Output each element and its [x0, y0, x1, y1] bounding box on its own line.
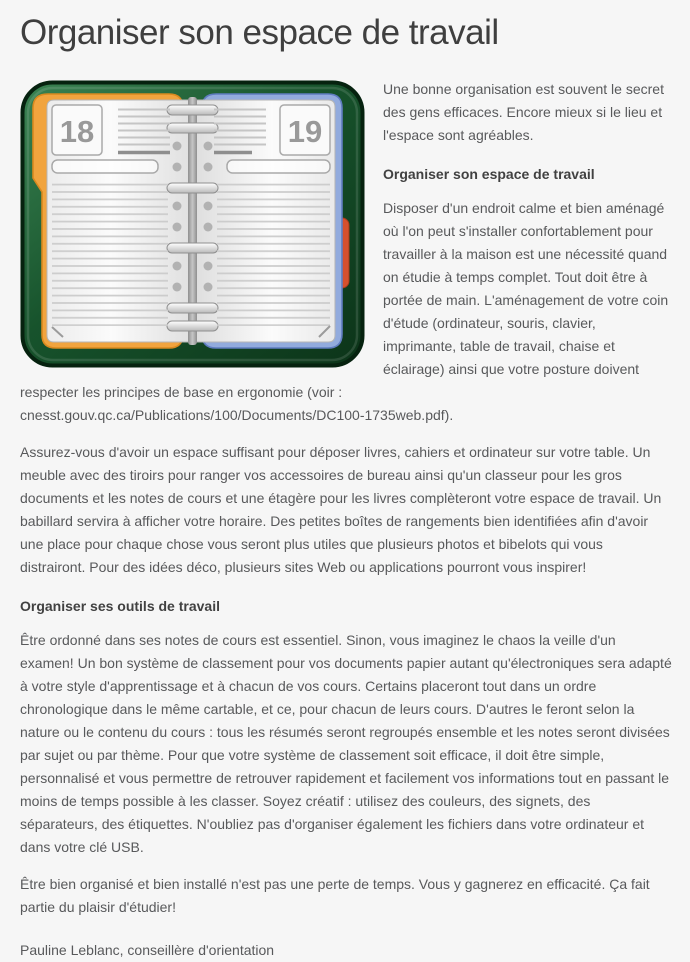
intro-paragraph: Une bonne organisation est souvent le secret des gens efficaces. Encore mieux si le lieu et l'espace sont agréables. — [383, 81, 664, 143]
article-body — [20, 78, 672, 962]
day-planner-illustration — [20, 80, 365, 368]
tools-paragraph-1: Être ordonné dans ses notes de cours est essentiel. Sinon, vous imaginez le chaos la veille d'un examen! Un bon système de classement pour vos documents papier autant qu'électroniques sera adapté à votre style d'apprentissage et à chacun de vos cours. Certains placeront tout dans un ordre chronologique dans le même cartable, et ce, pour chacun de leurs cours. D'autres le feront selon la nature ou le contenu du cours : tous les résumés seront regroupés ensemble et les notes seront divisées par sujet ou par thème. Pour que votre système de classement soit efficace, il doit être simple, personnalisé et vous permettre de retrouver rapidement et facilement vos informations tout en passant le moins de temps possible à les classer. Soyez créatif : utilisez des couleurs, des signets, des séparateurs, des étiquettes. N'oubliez pas d'organiser également les fichiers dans votre ordinateur et dans votre clé USB. — [20, 632, 672, 855]
planner-right-header-lines — [214, 106, 266, 148]
planner-right-entry-field — [227, 160, 330, 173]
planner-right-page-number: 19 — [287, 114, 323, 149]
planner-right-ruled-lines — [217, 180, 330, 326]
planner-left-header-lines — [118, 106, 170, 148]
workspace-paragraph-2: Assurez-vous d'avoir un espace suffisant pour déposer livres, cahiers et ordinateur sur votre table. Un meuble avec des tiroirs pour ranger vos accessoires de bureau ainsi qu'un classeur pour les gros documents et les notes de cours et une étagère pour les livres complèteront votre espace de travail. Un babillard servira à afficher votre horaire. Des petites boîtes de rangements bien identifiées afin d'avoir une place pour chaque chose vous seront plus utiles que plusieurs photos et bibelots qui vous distrairont. Pour des idées déco, plusieurs sites Web ou applications pourront vous inspirer! — [20, 444, 662, 575]
closing-paragraph: Être bien organisé et bien installé n'est pas une perte de temps. Vous y gagnerez en efficacité. Ça fait partie du plaisir d'étudier! — [20, 876, 650, 915]
page-title: Organiser son espace de travail — [20, 13, 499, 52]
planner-left-ruled-lines — [52, 180, 168, 326]
day-planner-svg — [20, 80, 365, 368]
workspace-paragraph-1: Disposer d'un endroit calme et bien aménagé où l'on peut s'installer confortablement pour travailler à la maison est une nécessité quand on étudie à temps complet. Tout doit être à portée de main. L'aménagement de votre coin d'étude (ordinateur, souris, clavier, imprimante, table de travail, chaise et éclairage) ainsi que votre posture doivent respecter les principes de base en ergonomie (voir : cnesst.gouv.qc.ca/Publications/100/Documents/DC100-1735web.pdf). — [20, 200, 669, 423]
planner-left-page-number: 18 — [59, 114, 95, 149]
planner-left-entry-field — [52, 160, 158, 173]
author-signature: Pauline Leblanc, conseillère d'orientation — [20, 942, 275, 958]
section-heading-workspace: Organiser son espace de travail — [383, 166, 595, 182]
section-heading-tools: Organiser ses outils de travail — [20, 598, 220, 614]
